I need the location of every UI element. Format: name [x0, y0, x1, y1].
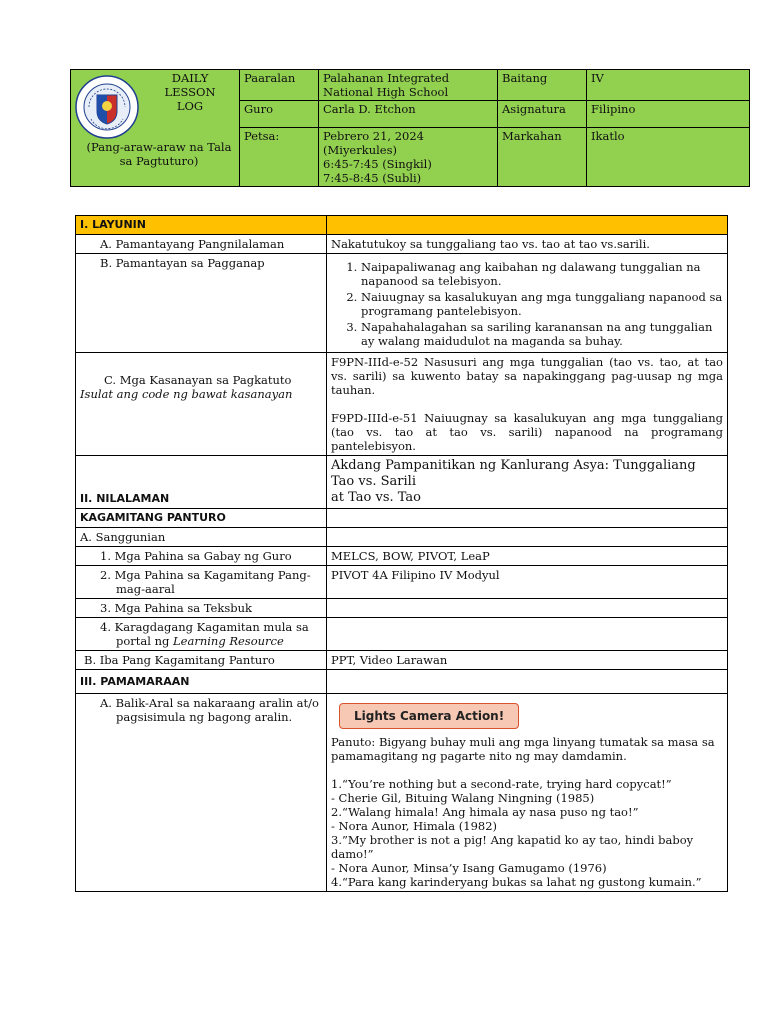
kasanayan-note: Isulat ang code ng bawat kasanayan — [80, 387, 293, 401]
empty-cell — [327, 528, 728, 547]
balik-aral-label: A. Balik-Aral sa nakaraang aralin at/o pagsisimula ng bagong aralin. — [76, 694, 327, 892]
quote-line: 3.”My brother is not a pig! Ang kapatid ko ay tao, hindi baboy damo!” — [331, 833, 694, 861]
markahan-label: Markahan — [498, 128, 587, 187]
paaralan-value: Palahanan Integrated National High School — [319, 70, 498, 101]
teksbuk-label: 3. Mga Pahina sa Teksbuk — [76, 599, 327, 618]
quote-line: 1.“You’re nothing but a second-rate, trying hard copycat!” — [331, 777, 672, 791]
quote-line: - Nora Aunor, Himala (1982) — [331, 819, 498, 833]
objective-item: 3. Napahahalagahan sa sariling karanansan na ang tunggalian ay walang maidudulot na maganda sa buhay. — [361, 320, 723, 348]
pamantayang-pangnilalaman-value: Nakatutukoy sa tunggaliang tao vs. tao at tao vs.sarili. — [327, 235, 728, 254]
asignatura-label: Asignatura — [498, 101, 587, 128]
section-heading-pamamaraan: III. PAMAMARAAN — [76, 670, 327, 694]
header-title-cell — [71, 70, 240, 187]
guro-value: Carla D. Etchon — [319, 101, 498, 128]
section-heading-nilalaman: II. NILALAMAN — [76, 456, 327, 509]
deped-seal-icon — [75, 75, 139, 139]
petsa-line: Pebrero 21, 2024 — [323, 129, 424, 143]
kasanayan-label-cell — [76, 353, 327, 456]
lights-camera-action-button[interactable]: Lights Camera Action! — [339, 703, 519, 729]
baitang-value: IV — [587, 70, 750, 101]
pamantayang-pangnilalaman-label: A. Pamantayang Pangnilalaman — [76, 235, 327, 254]
kasanayan-value — [327, 353, 728, 456]
asignatura-value: Filipino — [587, 101, 750, 128]
pamantayan-pagganap-value — [327, 254, 728, 353]
panuto-text: Panuto: Bigyang buhay muli ang mga linyang tumatak sa masa sa pamamagitang ng pagarte nito ng may damdamin. — [331, 735, 715, 763]
guro-label: Guro — [240, 101, 319, 128]
competency-code-2: F9PD-IIId-e-51 Naiuugnay sa kasalukuyan ang mga tunggaliang (tao vs. tao at tao vs. sarili) napanood na programang pantelebisyon. — [331, 411, 723, 453]
pamantayan-pagganap-label: B. Pamantayan sa Pagganap — [76, 254, 327, 353]
petsa-line: (Miyerkules) — [323, 143, 397, 157]
markahan-value: Ikatlo — [587, 128, 750, 187]
kagamitan-mag-aaral-value: PIVOT 4A Filipino IV Modyul — [327, 566, 728, 599]
competency-code-1: F9PN-IIId-e-52 Nasusuri ang mga tunggalian (tao vs. tao, at tao vs. sarili) sa kuwento batay sa napakinggang pag-uusap ng mga tauhan. — [331, 355, 723, 397]
petsa-value — [319, 128, 498, 187]
petsa-label: Petsa: — [240, 128, 319, 187]
kasanayan-label: C. Mga Kasanayan sa Pagkatuto — [104, 373, 292, 387]
petsa-line: 7:45-8:45 (Subli) — [323, 171, 422, 185]
nilalaman-value — [327, 456, 728, 509]
empty-cell — [327, 509, 728, 528]
quote-line: - Cherie Gil, Bituing Walang Ningning (1985) — [331, 791, 595, 805]
empty-cell — [327, 670, 728, 694]
objective-item: 1. Naipapaliwanag ang kaibahan ng dalawang tunggalian na napanood sa telebisyon. — [361, 260, 723, 288]
empty-cell — [327, 618, 728, 651]
lesson-table — [75, 215, 728, 892]
iba-kagamitan-label: B. Iba Pang Kagamitang Panturo — [76, 651, 327, 670]
section-heading-layunin: I. LAYUNIN — [76, 216, 327, 235]
petsa-line: 6:45-7:45 (Singkil) — [323, 157, 432, 171]
karagdagang-kagamitan-label — [76, 618, 327, 651]
paaralan-label: Paaralan — [240, 70, 319, 101]
karagdagang-kagamitan-text: 4. Karagdagang Kagamitan mula sa portal ng — [100, 620, 309, 648]
objective-item: 2. Naiuugnay sa kasalukuyan ang mga tunggaliang napanood sa programang pantelebisyon. — [361, 290, 723, 318]
sanggunian-label: A. Sanggunian — [76, 528, 327, 547]
header-table — [70, 69, 750, 187]
section-heading-kagamitan: KAGAMITANG PANTURO — [76, 509, 327, 528]
kagamitan-mag-aaral-label: 2. Mga Pahina sa Kagamitang Pang-mag-aaral — [76, 566, 327, 599]
learning-resource-text: Learning Resource — [173, 634, 284, 648]
quote-line: 4.“Para kang karinderyang bukas sa lahat ng gustong kumain.” — [331, 875, 702, 889]
nilalaman-line: at Tao vs. Tao — [331, 490, 421, 505]
dll-subtitle: (Pang-araw-araw na Tala sa Pagtuturo) — [86, 140, 232, 168]
gabay-guro-value: MELCS, BOW, PIVOT, LeaP — [327, 547, 728, 566]
quote-line: 2.“Walang himala! Ang himala ay nasa puso ng tao!” — [331, 805, 639, 819]
gabay-guro-label: 1. Mga Pahina sa Gabay ng Guro — [76, 547, 327, 566]
nilalaman-line: Akdang Pampanitikan ng Kanlurang Asya: Tunggaliang Tao vs. Sarili — [331, 458, 696, 489]
empty-cell — [327, 599, 728, 618]
section-heading-filler — [327, 216, 728, 235]
baitang-label: Baitang — [498, 70, 587, 101]
dll-title: DAILY LESSON LOG — [164, 71, 216, 113]
iba-kagamitan-value: PPT, Video Larawan — [327, 651, 728, 670]
quote-line: - Nora Aunor, Minsa’y Isang Gamugamo (1976) — [331, 861, 607, 875]
balik-aral-value — [327, 694, 728, 892]
